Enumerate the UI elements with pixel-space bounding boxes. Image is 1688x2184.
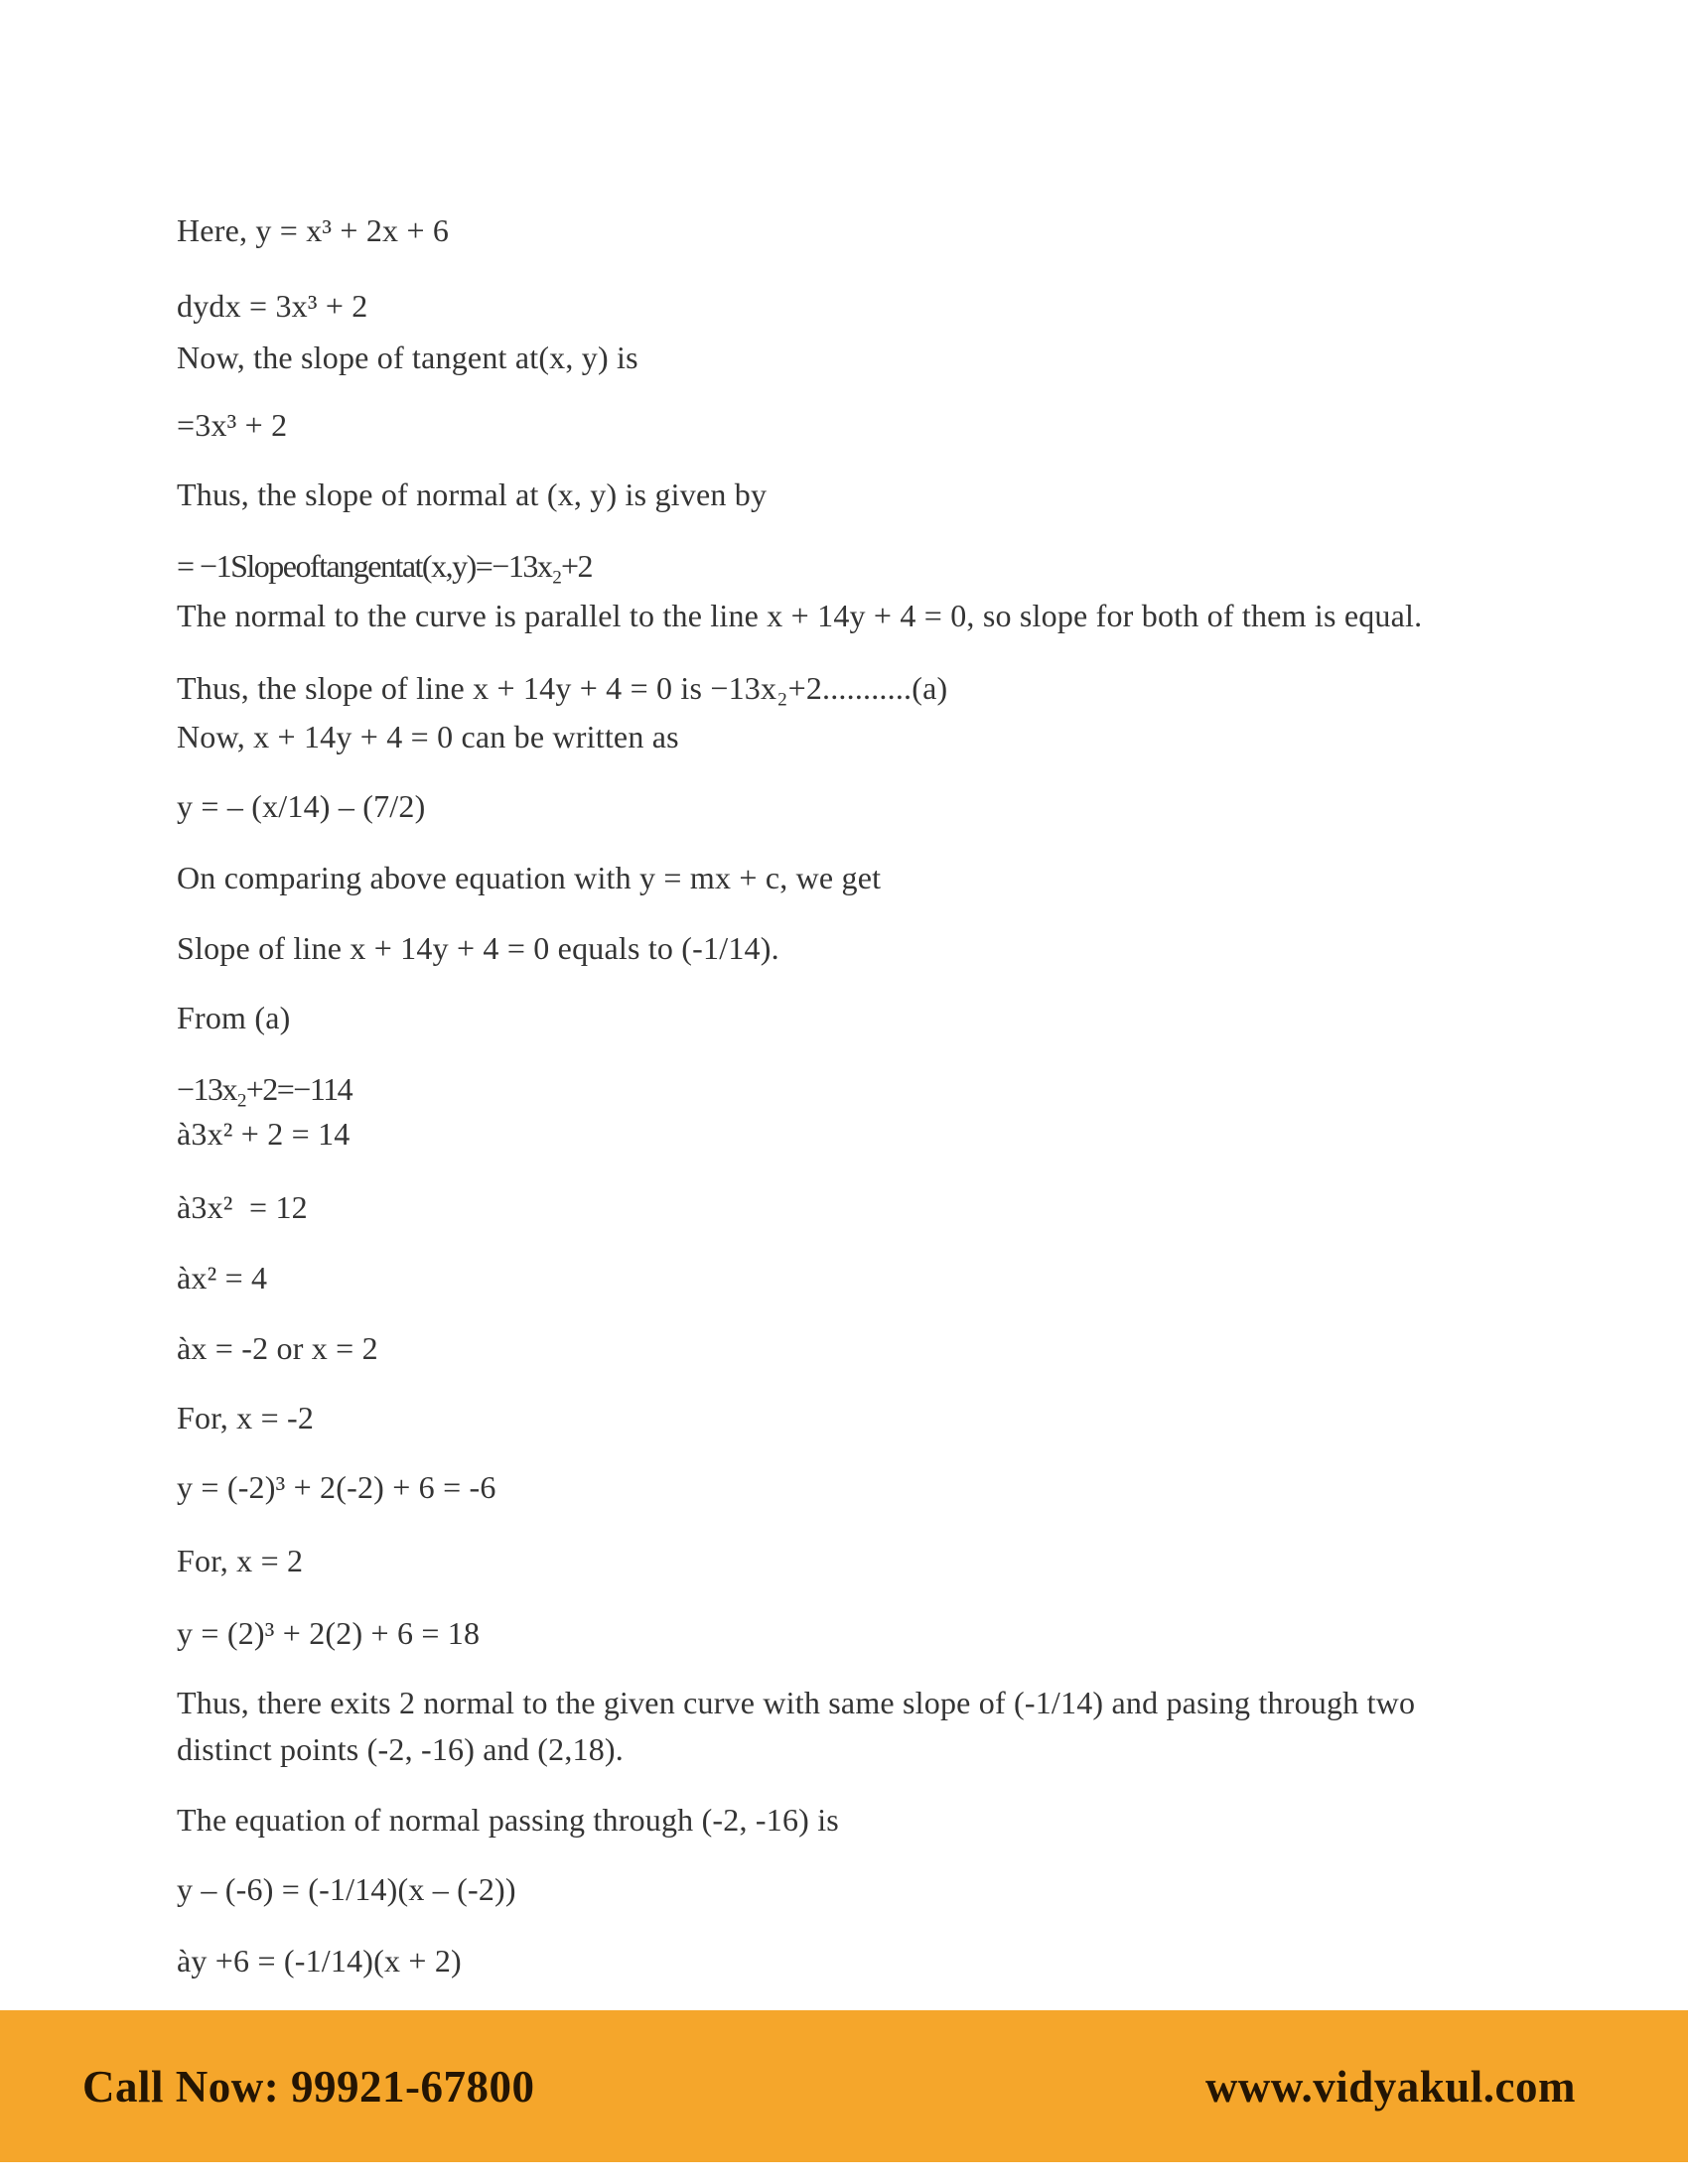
text-line: Thus, there exits 2 normal to the given curve with same slope of (-1/14) and pasing through two (177, 1685, 1416, 1720)
text-line: Now, the slope of tangent at(x, y) is (177, 340, 638, 375)
footer-website: www.vidyakul.com (1204, 2061, 1576, 2112)
text-line: For, x = 2 (177, 1543, 304, 1578)
text-line: Thus, the slope of normal at (x, y) is given by (177, 477, 768, 512)
formula-line: −13x₂+2=−114 (177, 1071, 352, 1107)
formula-line: y = – (x/14) – (7/2) (177, 788, 426, 824)
footer-call-now: Call Now: 99921-67800 (82, 2061, 535, 2112)
text-line: Now, x + 14y + 4 = 0 can be written as (177, 719, 679, 754)
formula-line: à3x² + 2 = 14 (177, 1116, 351, 1152)
text-line: Here, y = x³ + 2x + 6 (177, 212, 450, 248)
text-line: From (a) (177, 1000, 291, 1035)
text-line: =3x³ + 2 (177, 407, 288, 443)
text-line: Slope of line x + 14y + 4 = 0 equals to (-1/14). (177, 930, 779, 966)
formula-line: àx² = 4 (177, 1260, 268, 1296)
text-line: dydx = 3x³ + 2 (177, 288, 368, 324)
text-line: Thus, the slope of line x + 14y + 4 = 0 is −13x₂+2...........(a) (177, 670, 948, 706)
formula-line: = −1Slopeoftangentat(x,y)=−13x₂+2 (177, 548, 593, 584)
text-line: The equation of normal passing through (-2, -16) is (177, 1802, 839, 1838)
formula-line: y = (2)³ + 2(2) + 6 = 18 (177, 1615, 481, 1651)
text-line: distinct points (-2, -16) and (2,18). (177, 1731, 624, 1767)
text-line: For, x = -2 (177, 1400, 315, 1435)
formula-line: ày +6 = (-1/14)(x + 2) (177, 1943, 462, 1979)
text-line: The normal to the curve is parallel to the line x + 14y + 4 = 0, so slope for both of them is equal. (177, 598, 1423, 633)
text-line: On comparing above equation with y = mx + c, we get (177, 860, 882, 895)
formula-line: à3x² = 12 (177, 1189, 308, 1225)
formula-line: àx = -2 or x = 2 (177, 1330, 378, 1366)
footer-bar (0, 2010, 1688, 2162)
formula-line: y – (-6) = (-1/14)(x – (-2)) (177, 1871, 516, 1907)
formula-line: y = (-2)³ + 2(-2) + 6 = -6 (177, 1469, 496, 1505)
